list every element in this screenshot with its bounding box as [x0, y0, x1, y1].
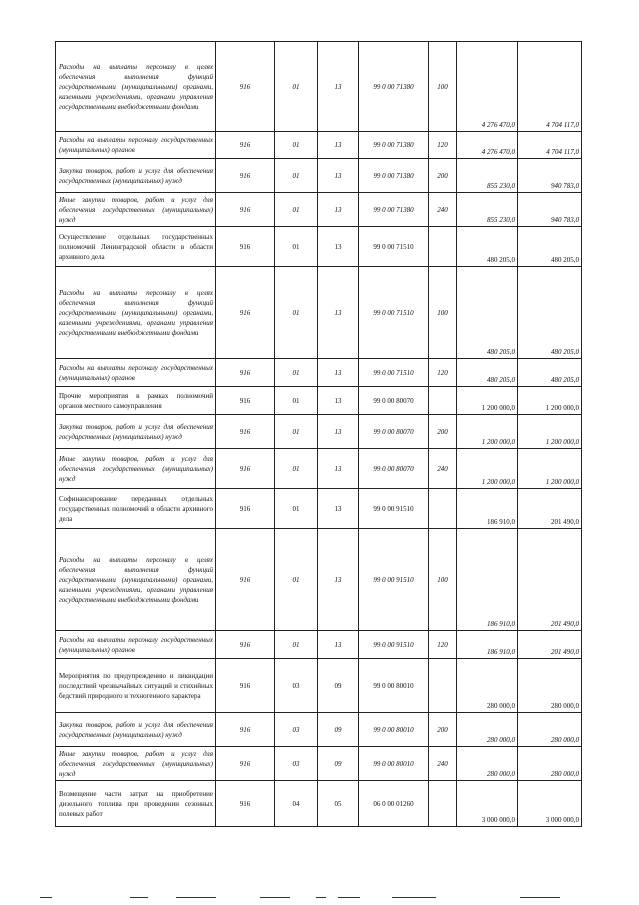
table-row [56, 267, 582, 359]
section-code: 04 [275, 781, 318, 827]
subsection-code: 13 [318, 415, 359, 449]
subsection-code: 13 [318, 387, 359, 415]
section-code: 01 [275, 529, 318, 631]
table-body [56, 42, 582, 827]
expense-name: Расходы на выплаты персоналу государственных (муниципальных) органов [56, 631, 216, 659]
subsection-code: 13 [318, 489, 359, 529]
expense-name: Расходы на выплаты персоналу государственных (муниципальных) органов [56, 132, 216, 159]
expense-type-code [429, 659, 457, 713]
section-code: 03 [275, 747, 318, 781]
expense-type-code [429, 781, 457, 827]
target-article-code: 99 0 00 71380 [359, 42, 429, 132]
expense-name: Расходы на выплаты персоналу в целях обеспечения выполнения функций государственными (муниципальными) органами, казенными учреждениями, органами управления государственными внебюджетными фондами [56, 267, 216, 359]
budget-table [55, 41, 582, 827]
amount-year-2: 480 205,0 [518, 267, 582, 359]
table-row [56, 631, 582, 659]
grbs-code: 916 [216, 713, 275, 747]
amount-year-1: 186 910,0 [457, 529, 518, 631]
expense-type-code: 200 [429, 159, 457, 193]
amount-year-2: 940 783,0 [518, 159, 582, 193]
expense-name: Софинансирование переданных отдельных государственных полномочий в области архивного дела [56, 489, 216, 529]
expense-type-code: 240 [429, 193, 457, 227]
expense-name: Закупка товаров, работ и услуг для обеспечения государственных (муниципальных) нужд [56, 713, 216, 747]
amount-year-2: 480 205,0 [518, 227, 582, 267]
expense-name: Иные закупки товаров, работ и услуг для обеспечения государственных (муниципальных) нужд [56, 193, 216, 227]
target-article-code: 99 0 00 71510 [359, 267, 429, 359]
expense-name: Иные закупки товаров, работ и услуг для обеспечения государственных (муниципальных) нужд [56, 747, 216, 781]
table-row [56, 529, 582, 631]
subsection-code: 05 [318, 781, 359, 827]
grbs-code: 916 [216, 387, 275, 415]
subsection-code: 09 [318, 713, 359, 747]
amount-year-2: 201 490,0 [518, 529, 582, 631]
footer-rule [260, 897, 290, 898]
table-row [56, 359, 582, 387]
amount-year-2: 280 000,0 [518, 747, 582, 781]
amount-year-2: 3 000 000,0 [518, 781, 582, 827]
table-row [56, 449, 582, 489]
target-article-code: 99 0 00 80070 [359, 387, 429, 415]
grbs-code: 916 [216, 529, 275, 631]
target-article-code: 99 0 00 80070 [359, 415, 429, 449]
table-row [56, 193, 582, 227]
amount-year-2: 201 490,0 [518, 489, 582, 529]
grbs-code: 916 [216, 415, 275, 449]
grbs-code: 916 [216, 159, 275, 193]
expense-name: Прочие мероприятия в рамках полномочий органов местного самоуправления [56, 387, 216, 415]
expense-name: Закупка товаров, работ и услуг для обеспечения государственных (муниципальных) нужд [56, 415, 216, 449]
subsection-code: 09 [318, 747, 359, 781]
footer-rule [176, 897, 216, 898]
expense-name: Осуществление отдельных государственных полномочий Ленинградской области в области архивного дела [56, 227, 216, 267]
expense-name: Мероприятия по предупреждению и ликвидации последствий чрезвычайных ситуаций и стихийных бедствий природного и техногенного характера [56, 659, 216, 713]
section-code: 03 [275, 713, 318, 747]
footer-rule [520, 897, 560, 898]
subsection-code: 13 [318, 227, 359, 267]
section-code: 01 [275, 631, 318, 659]
expense-type-code: 200 [429, 713, 457, 747]
section-code: 01 [275, 193, 318, 227]
expense-name: Иные закупки товаров, работ и услуг для обеспечения государственных (муниципальных) нужд [56, 449, 216, 489]
target-article-code: 99 0 00 91510 [359, 631, 429, 659]
grbs-code: 916 [216, 132, 275, 159]
amount-year-2: 1 200 000,0 [518, 449, 582, 489]
grbs-code: 916 [216, 659, 275, 713]
amount-year-1: 855 230,0 [457, 193, 518, 227]
target-article-code: 99 0 00 91510 [359, 529, 429, 631]
amount-year-1: 4 276 470,0 [457, 42, 518, 132]
amount-year-2: 1 200 000,0 [518, 387, 582, 415]
target-article-code: 99 0 00 71380 [359, 132, 429, 159]
amount-year-1: 280 000,0 [457, 747, 518, 781]
section-code: 01 [275, 449, 318, 489]
expense-name: Расходы на выплаты персоналу государственных (муниципальных) органов [56, 359, 216, 387]
amount-year-1: 1 200 000,0 [457, 387, 518, 415]
amount-year-1: 480 205,0 [457, 267, 518, 359]
grbs-code: 916 [216, 42, 275, 132]
amount-year-1: 280 000,0 [457, 713, 518, 747]
expense-type-code [429, 387, 457, 415]
amount-year-1: 855 230,0 [457, 159, 518, 193]
amount-year-1: 1 200 000,0 [457, 449, 518, 489]
amount-year-1: 1 200 000,0 [457, 415, 518, 449]
amount-year-2: 4 704 117,0 [518, 42, 582, 132]
footer-rule [40, 897, 52, 898]
subsection-code: 13 [318, 449, 359, 489]
amount-year-1: 480 205,0 [457, 359, 518, 387]
expense-type-code: 200 [429, 415, 457, 449]
section-code: 01 [275, 132, 318, 159]
table-row [56, 713, 582, 747]
grbs-code: 916 [216, 193, 275, 227]
amount-year-1: 480 205,0 [457, 227, 518, 267]
amount-year-1: 3 000 000,0 [457, 781, 518, 827]
target-article-code: 99 0 00 80010 [359, 747, 429, 781]
section-code: 01 [275, 159, 318, 193]
table-row [56, 227, 582, 267]
grbs-code: 916 [216, 489, 275, 529]
amount-year-2: 280 000,0 [518, 659, 582, 713]
table-row [56, 415, 582, 449]
grbs-code: 916 [216, 781, 275, 827]
expense-name: Закупка товаров, работ и услуг для обеспечения государственных (муниципальных) нужд [56, 159, 216, 193]
amount-year-2: 940 783,0 [518, 193, 582, 227]
target-article-code: 99 0 00 80070 [359, 449, 429, 489]
grbs-code: 916 [216, 267, 275, 359]
grbs-code: 916 [216, 227, 275, 267]
expense-name: Расходы на выплаты персоналу в целях обеспечения выполнения функций государственными (муниципальными) органами, казенными учреждениями, органами управления государственными внебюджетными фондами [56, 529, 216, 631]
expense-type-code: 100 [429, 529, 457, 631]
expense-type-code [429, 227, 457, 267]
grbs-code: 916 [216, 747, 275, 781]
table-row [56, 42, 582, 132]
section-code: 01 [275, 42, 318, 132]
table-row [56, 132, 582, 159]
amount-year-1: 4 276 470,0 [457, 132, 518, 159]
expense-type-code [429, 489, 457, 529]
target-article-code: 99 0 00 71380 [359, 193, 429, 227]
expense-type-code: 240 [429, 449, 457, 489]
expense-type-code: 100 [429, 267, 457, 359]
section-code: 01 [275, 359, 318, 387]
subsection-code: 13 [318, 267, 359, 359]
footer-rule [130, 897, 148, 898]
target-article-code: 06 0 00 01260 [359, 781, 429, 827]
amount-year-2: 1 200 000,0 [518, 415, 582, 449]
table-row [56, 159, 582, 193]
footer-rule [316, 897, 326, 898]
section-code: 03 [275, 659, 318, 713]
footer-rule [392, 897, 436, 898]
amount-year-1: 186 910,0 [457, 489, 518, 529]
section-code: 01 [275, 267, 318, 359]
table-row [56, 781, 582, 827]
subsection-code: 09 [318, 659, 359, 713]
expense-type-code: 120 [429, 132, 457, 159]
target-article-code: 99 0 00 80010 [359, 713, 429, 747]
expense-type-code: 120 [429, 631, 457, 659]
subsection-code: 13 [318, 159, 359, 193]
grbs-code: 916 [216, 449, 275, 489]
table-row [56, 489, 582, 529]
expense-type-code: 240 [429, 747, 457, 781]
section-code: 01 [275, 387, 318, 415]
table-row [56, 387, 582, 415]
expense-type-code: 100 [429, 42, 457, 132]
grbs-code: 916 [216, 631, 275, 659]
amount-year-1: 186 910,0 [457, 631, 518, 659]
target-article-code: 99 0 00 71510 [359, 227, 429, 267]
subsection-code: 13 [318, 529, 359, 631]
amount-year-2: 480 205,0 [518, 359, 582, 387]
subsection-code: 13 [318, 359, 359, 387]
expense-type-code: 120 [429, 359, 457, 387]
subsection-code: 13 [318, 631, 359, 659]
amount-year-1: 280 000,0 [457, 659, 518, 713]
amount-year-2: 201 490,0 [518, 631, 582, 659]
grbs-code: 916 [216, 359, 275, 387]
subsection-code: 13 [318, 193, 359, 227]
footer-rule [338, 897, 360, 898]
expense-name: Расходы на выплаты персоналу в целях обеспечения выполнения функций государственными (муниципальными) органами, казенными учреждениями, органами управления государственными внебюджетными фондами [56, 42, 216, 132]
section-code: 01 [275, 489, 318, 529]
section-code: 01 [275, 227, 318, 267]
target-article-code: 99 0 00 71380 [359, 159, 429, 193]
table-row [56, 659, 582, 713]
expense-name: Возмещение части затрат на приобретение дизельного топлива при проведении сезонных полевых работ [56, 781, 216, 827]
subsection-code: 13 [318, 132, 359, 159]
target-article-code: 99 0 00 71510 [359, 359, 429, 387]
subsection-code: 13 [318, 42, 359, 132]
target-article-code: 99 0 00 91510 [359, 489, 429, 529]
table-row [56, 747, 582, 781]
target-article-code: 99 0 00 80010 [359, 659, 429, 713]
amount-year-2: 4 704 117,0 [518, 132, 582, 159]
amount-year-2: 280 000,0 [518, 713, 582, 747]
section-code: 01 [275, 415, 318, 449]
